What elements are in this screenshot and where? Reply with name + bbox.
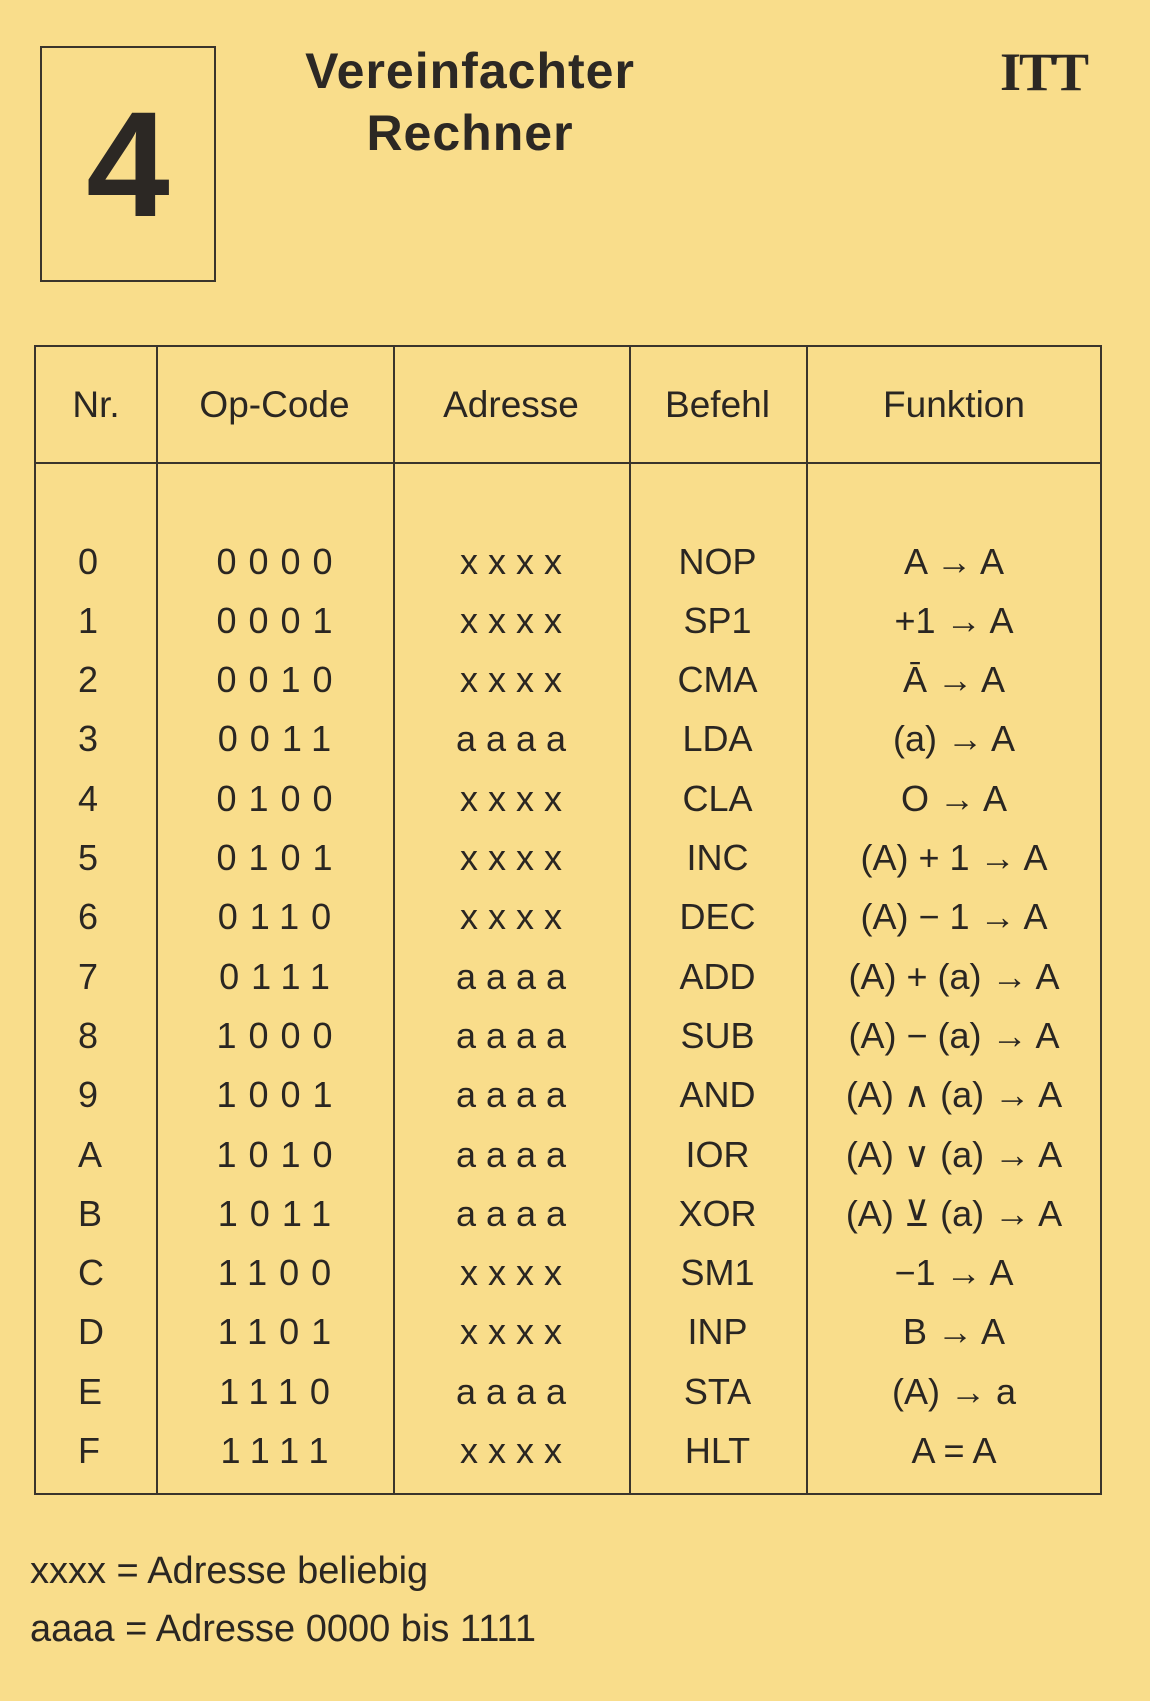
cell-adresse: aaaa [455, 1192, 577, 1234]
cell-befehl: INP [687, 1311, 748, 1353]
cell-befehl: IOR [685, 1133, 750, 1175]
instruction-table [34, 345, 1102, 1495]
cell-nr: 8 [78, 1014, 99, 1056]
cell-nr: 5 [78, 837, 99, 878]
cell-op-code: 1110 [219, 1370, 342, 1412]
cell-adresse: aaaa [455, 1074, 577, 1116]
cell-op-code: 0101 [216, 837, 345, 878]
cell-funktion: A → A [903, 540, 1005, 582]
cell-funktion: (A) ∧ (a) → A [845, 1074, 1063, 1116]
cell-funktion: (a) → A [892, 718, 1016, 760]
cell-funktion: Ā → A [902, 659, 1006, 701]
cell-nr: B [78, 1192, 103, 1234]
cell-befehl: NOP [678, 540, 757, 582]
cell-nr: 3 [78, 718, 99, 760]
header-nr: Nr. [72, 383, 120, 425]
table-row [36, 651, 1100, 710]
header-funktion: Funktion [883, 383, 1025, 425]
cell-befehl: HLT [684, 1430, 751, 1471]
cell-nr: 9 [78, 1074, 99, 1116]
table-row [36, 1422, 1100, 1481]
table-row [36, 888, 1100, 947]
cell-funktion: (A) ∨ (a) → A [845, 1133, 1063, 1175]
cell-adresse: aaaa [455, 1014, 577, 1056]
cell-befehl: CMA [677, 659, 758, 701]
cell-adresse: xxxx [460, 1252, 572, 1294]
cell-befehl: SUB [680, 1014, 755, 1056]
cell-op-code: 1101 [217, 1311, 344, 1353]
cell-op-code: 0000 [216, 540, 345, 582]
cell-befehl: SP1 [683, 599, 752, 641]
cell-op-code: 1111 [220, 1430, 341, 1471]
title-line-1: Vereinfachter [305, 43, 635, 99]
header-op-code: Op-Code [199, 383, 350, 425]
table-row [36, 1362, 1100, 1421]
cell-op-code: 1001 [216, 1074, 345, 1116]
cell-befehl: ADD [679, 955, 756, 997]
table-row [36, 591, 1100, 650]
card-title [260, 40, 680, 164]
cell-op-code: 0111 [219, 955, 342, 997]
cell-befehl: STA [683, 1370, 752, 1412]
cell-op-code: 1100 [217, 1252, 344, 1294]
cell-nr: 0 [78, 540, 99, 582]
cell-adresse: aaaa [455, 718, 577, 760]
cell-nr: 6 [78, 896, 99, 938]
table-row [36, 829, 1100, 888]
cell-nr: F [78, 1430, 100, 1471]
cell-adresse: xxxx [460, 837, 572, 878]
table-row [36, 1244, 1100, 1303]
legend-xxxx: xxxx = Adresse beliebig [30, 1550, 429, 1592]
header-befehl: Befehl [665, 383, 770, 425]
cell-op-code: 0110 [217, 896, 344, 938]
table-row [36, 1303, 1100, 1362]
cell-befehl: LDA [682, 718, 753, 760]
cell-funktion: O → A [900, 777, 1008, 819]
cell-adresse: xxxx [460, 1430, 572, 1471]
table-row [36, 947, 1100, 1006]
table-row [36, 1184, 1100, 1243]
table-row [36, 769, 1100, 828]
table-row [36, 710, 1100, 769]
cell-op-code: 0001 [216, 599, 345, 641]
cell-funktion: (A) ⊻ (a) → A [845, 1192, 1063, 1234]
itt-logo: ITT [1000, 42, 1088, 102]
cell-befehl: DEC [679, 896, 756, 938]
cell-funktion: (A) − 1 → A [860, 896, 1048, 938]
cell-op-code: 1011 [217, 1192, 344, 1234]
cell-adresse: xxxx [460, 1311, 572, 1353]
cell-op-code: 1000 [216, 1014, 345, 1056]
header-adresse: Adresse [443, 383, 579, 425]
cell-funktion: (A) + 1 → A [860, 837, 1048, 878]
cell-funktion: (A) − (a) → A [848, 1014, 1060, 1056]
cell-befehl: XOR [678, 1192, 757, 1234]
card-number-box [40, 46, 216, 282]
cell-op-code: 1010 [216, 1133, 345, 1175]
cell-funktion: −1 → A [894, 1252, 1014, 1294]
table-row [36, 1125, 1100, 1184]
cell-funktion: (A) + (a) → A [848, 955, 1060, 997]
table-row [36, 1066, 1100, 1125]
cell-nr: 2 [78, 659, 99, 701]
card-number: 4 [86, 80, 170, 248]
cell-funktion: A = A [911, 1430, 997, 1471]
cell-adresse: xxxx [460, 540, 572, 582]
table-row [36, 1006, 1100, 1065]
cell-adresse: xxxx [460, 777, 572, 819]
cell-adresse: aaaa [455, 955, 577, 997]
cell-adresse: xxxx [460, 659, 572, 701]
cell-funktion: +1 → A [894, 599, 1014, 641]
cell-adresse: xxxx [460, 896, 572, 938]
legend-aaaa: aaaa = Adresse 0000 bis 1111 [30, 1608, 537, 1650]
cell-nr: D [78, 1311, 104, 1353]
cell-befehl: AND [679, 1074, 756, 1116]
cell-funktion: B → A [902, 1311, 1006, 1353]
cell-adresse: xxxx [460, 599, 572, 641]
cell-nr: A [78, 1133, 103, 1175]
title-line-2: Rechner [366, 105, 574, 161]
cell-befehl: INC [686, 837, 749, 878]
cell-nr: C [78, 1252, 104, 1294]
table-row [36, 532, 1100, 591]
header-divider [36, 462, 1100, 464]
cell-nr: 4 [78, 777, 99, 819]
cell-adresse: aaaa [455, 1370, 577, 1412]
cell-funktion: (A) → a [891, 1370, 1016, 1412]
cell-adresse: aaaa [455, 1133, 577, 1175]
cell-op-code: 0011 [217, 718, 344, 760]
cell-befehl: CLA [682, 777, 753, 819]
cell-op-code: 0010 [216, 659, 345, 701]
cell-nr: 1 [78, 599, 99, 641]
cell-nr: 7 [78, 955, 99, 997]
cell-befehl: SM1 [680, 1252, 755, 1294]
cell-op-code: 0100 [216, 777, 345, 819]
cell-nr: E [78, 1370, 103, 1412]
